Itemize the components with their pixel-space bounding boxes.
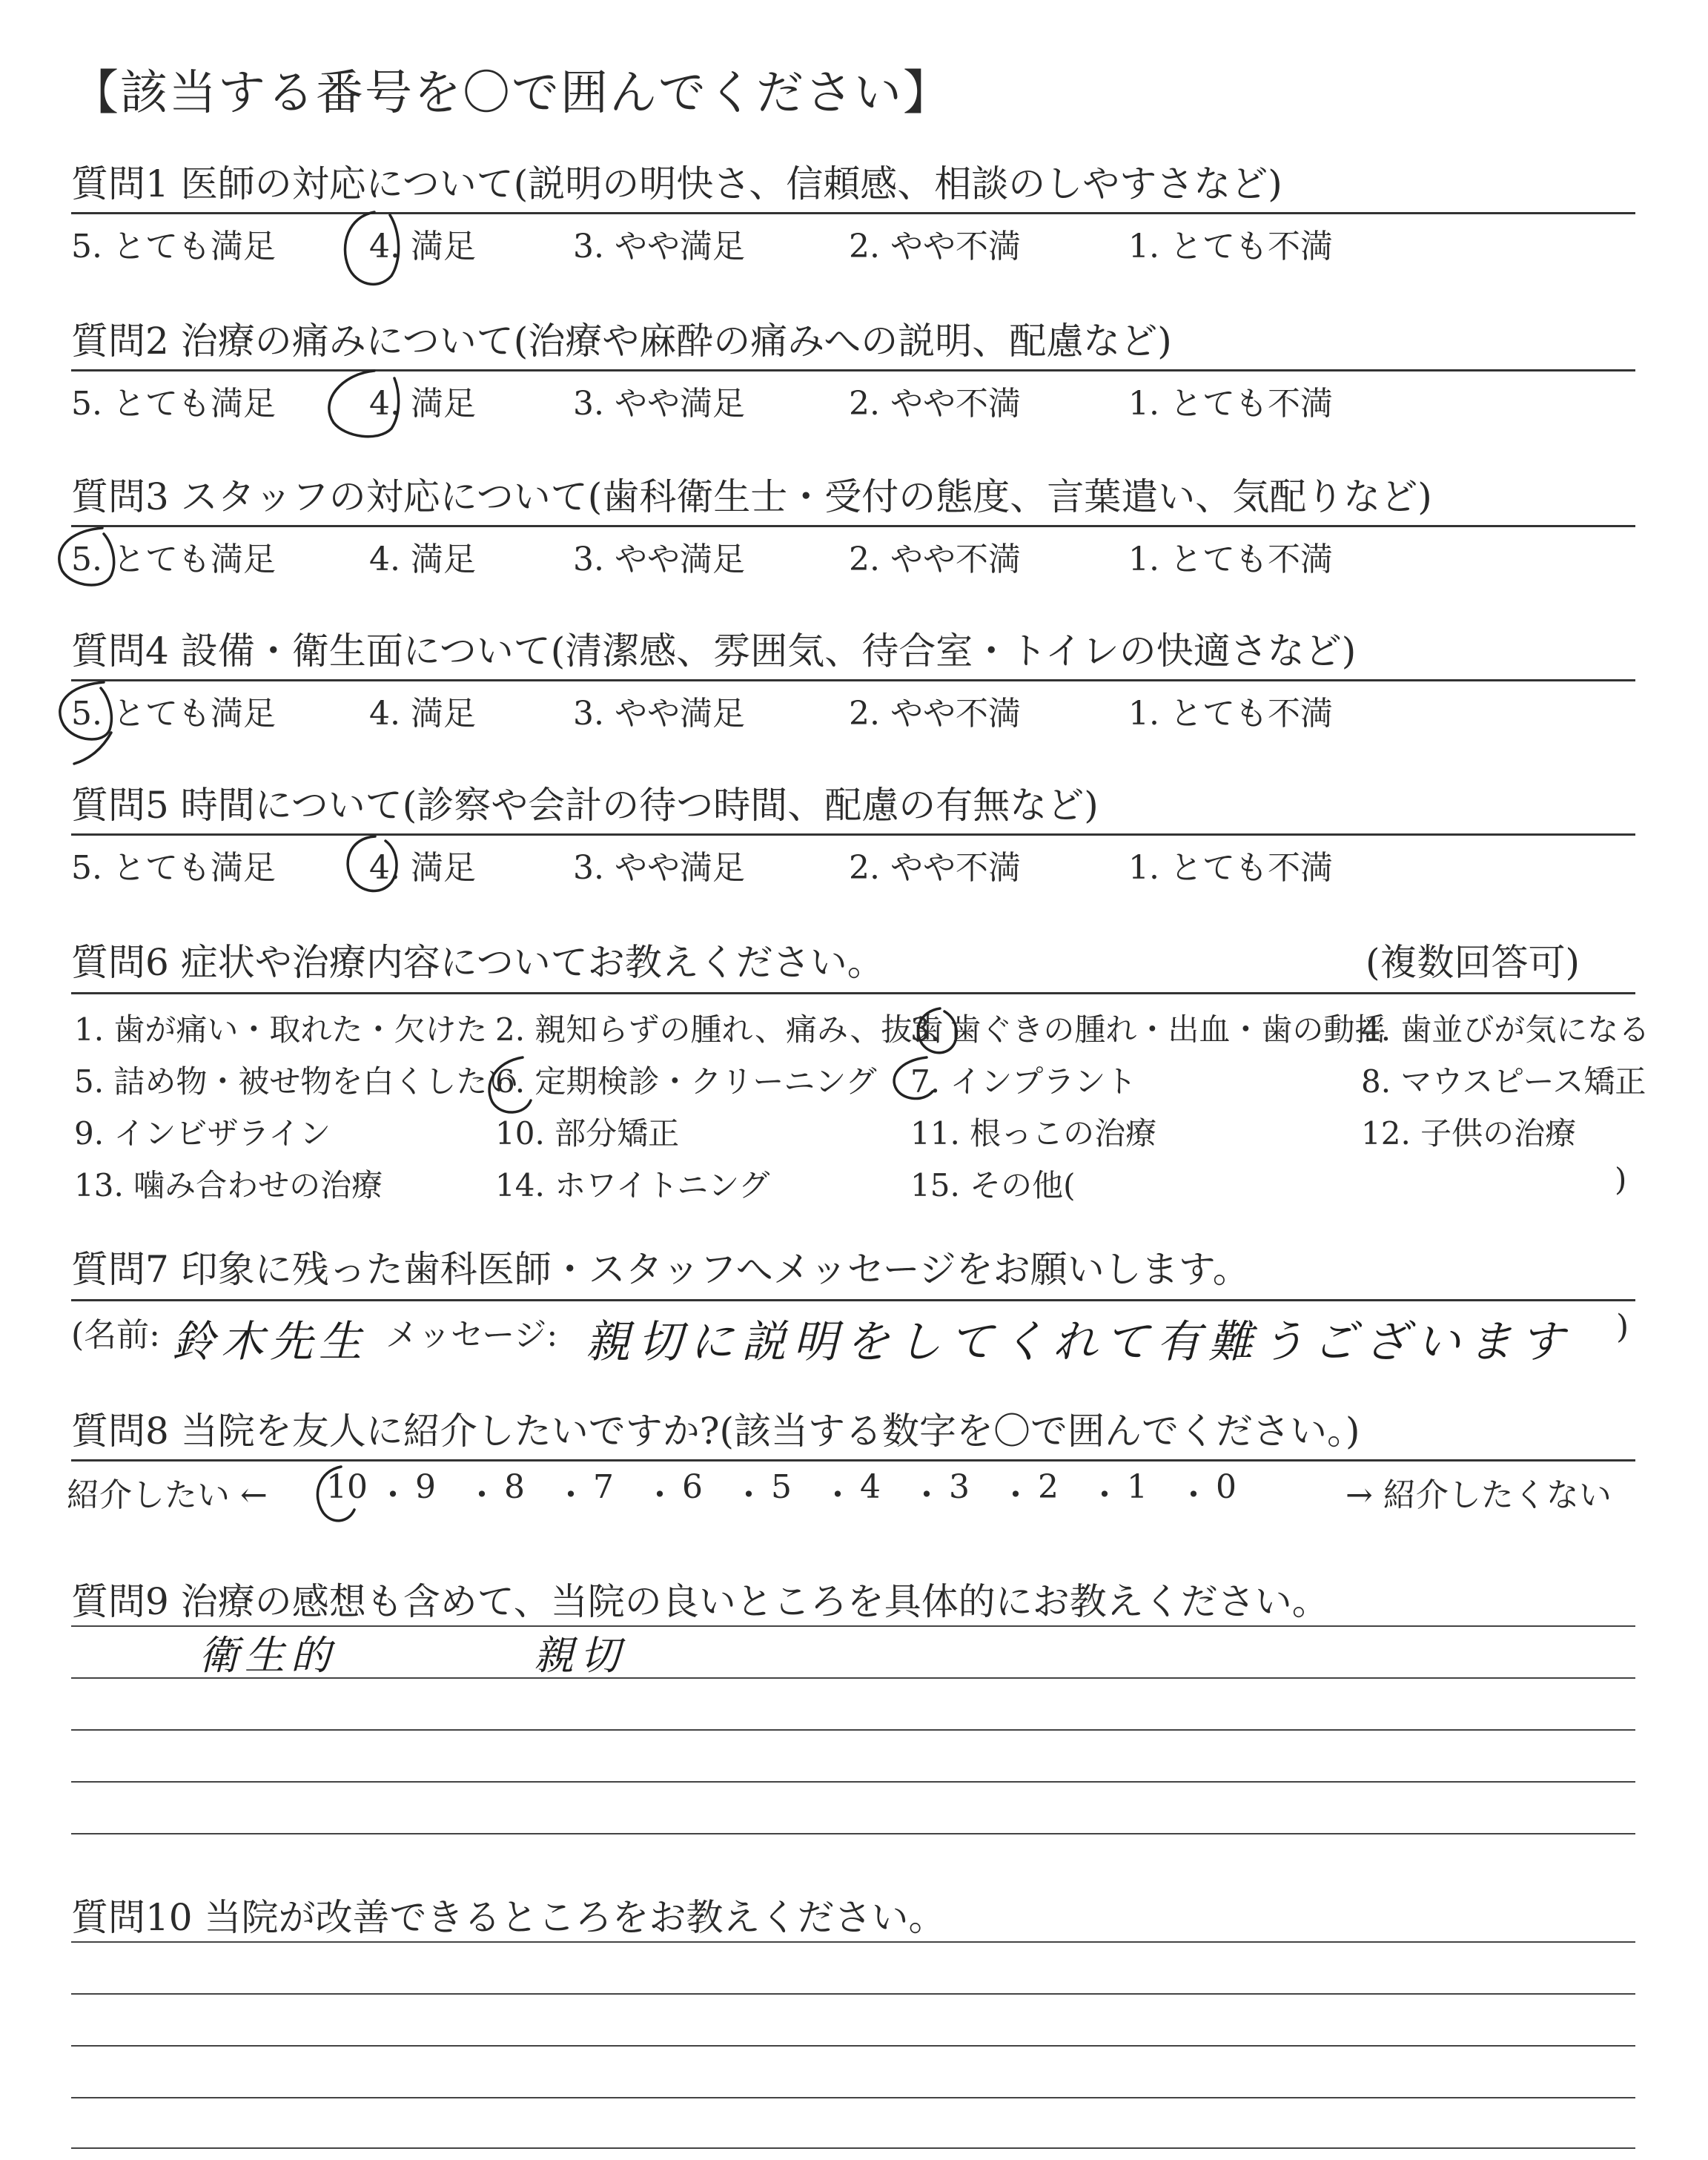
q8-scale-10[interactable]: 10 <box>326 1468 368 1506</box>
q6-item-8[interactable]: 8. マウスピース矯正 <box>1361 1063 1646 1100</box>
q6-other-close-paren: ) <box>1615 1161 1627 1198</box>
q8-scale-separator: ・ <box>732 1476 765 1514</box>
q2-option-1[interactable]: 1. とても不満 <box>1128 385 1333 423</box>
q3-title: 質問3 スタッフの対応について(歯科衛生士・受付の態度、言葉遣い、気配りなど) <box>71 475 1432 518</box>
q7-title: 質問7 印象に残った歯科医師・スタッフへメッセージをお願いします。 <box>71 1248 1250 1291</box>
form-header: 【該当する番号を〇で囲んでください】 <box>71 66 952 121</box>
q6-item-15[interactable]: 15. その他( <box>910 1167 1076 1203</box>
q7-message-label: メッセージ: <box>385 1316 558 1354</box>
q6-item-5[interactable]: 5. 詰め物・被せ物を白くしたい <box>74 1063 519 1100</box>
q5-title: 質問5 時間について(診察や会計の待つ時間、配慮の有無など) <box>71 784 1099 827</box>
q8-scale-7[interactable]: 7 <box>593 1468 614 1506</box>
q1-option-3[interactable]: 3. やや満足 <box>573 228 745 265</box>
q6-item-9[interactable]: 9. インビザライン <box>74 1115 331 1152</box>
q8-scale-separator: ・ <box>466 1476 498 1514</box>
q8-scale-separator: ・ <box>821 1476 854 1514</box>
q1-rule <box>71 212 1635 214</box>
q5-option-5[interactable]: 5. とても満足 <box>71 849 276 887</box>
q3-option-3[interactable]: 3. やや満足 <box>573 541 745 578</box>
q8-scale-separator: ・ <box>555 1476 587 1514</box>
q5-option-4[interactable]: 4. 満足 <box>369 849 476 887</box>
q6-item-2[interactable]: 2. 親知らずの腫れ、痛み、抜歯 <box>495 1011 944 1048</box>
q8-scale-1[interactable]: 1 <box>1127 1468 1148 1506</box>
q6-item-12[interactable]: 12. 子供の治療 <box>1361 1115 1577 1152</box>
q8-scale-separator: ・ <box>999 1476 1032 1514</box>
q4-title: 質問4 設備・衛生面について(清潔感、雰囲気、待合室・トイレの快適さなど) <box>71 630 1357 673</box>
q8-scale-2[interactable]: 2 <box>1038 1468 1059 1506</box>
q7-name-label: (名前: <box>71 1316 160 1354</box>
q9-answer-2[interactable]: 親切 <box>534 1632 626 1679</box>
q8-scale-9[interactable]: 9 <box>415 1468 436 1506</box>
q6-item-13[interactable]: 13. 噛み合わせの治療 <box>74 1167 383 1203</box>
q6-item-4[interactable]: 4. 歯並びが気になる <box>1361 1011 1650 1048</box>
q6-note: (複数回答可) <box>1366 941 1580 984</box>
q6-rule <box>71 992 1635 994</box>
q10-line-1 <box>71 1941 1635 1943</box>
q8-title: 質問8 当院を友人に紹介したいですか?(該当する数字を〇で囲んでください。) <box>71 1410 1360 1453</box>
q2-rule <box>71 369 1635 371</box>
q7-message-value[interactable]: 親切に説明をしてくれて有難うございます <box>586 1316 1572 1368</box>
q8-scale-5[interactable]: 5 <box>771 1468 792 1506</box>
q8-scale-separator: ・ <box>1088 1476 1121 1514</box>
q6-item-10[interactable]: 10. 部分矯正 <box>495 1115 680 1152</box>
q1-option-2[interactable]: 2. やや不満 <box>849 228 1021 265</box>
q6-item-14[interactable]: 14. ホワイトニング <box>495 1167 770 1203</box>
q2-option-2[interactable]: 2. やや不満 <box>849 385 1021 423</box>
q2-title: 質問2 治療の痛みについて(治療や麻酔の痛みへの説明、配慮など) <box>71 320 1172 363</box>
q8-scale-separator: ・ <box>377 1476 409 1514</box>
q8-left-label: 紹介したい ← <box>67 1476 268 1514</box>
q7-close-paren: ) <box>1616 1308 1629 1346</box>
q3-rule <box>71 525 1635 527</box>
q6-item-3[interactable]: 3. 歯ぐきの腫れ・出血・歯の動揺 <box>910 1011 1386 1048</box>
q6-item-11[interactable]: 11. 根っこの治療 <box>910 1115 1157 1152</box>
q6-item-6[interactable]: 6. 定期検診・クリーニング <box>495 1063 877 1100</box>
q2-option-3[interactable]: 3. やや満足 <box>573 385 745 423</box>
q9-line-3 <box>71 1729 1635 1731</box>
q8-scale-3[interactable]: 3 <box>949 1468 970 1506</box>
q1-option-5[interactable]: 5. とても満足 <box>71 228 276 265</box>
q10-line-4 <box>71 2097 1635 2098</box>
q10-line-5 <box>71 2147 1635 2149</box>
q5-rule <box>71 833 1635 836</box>
q8-scale-separator: ・ <box>643 1476 676 1514</box>
q8-rule <box>71 1459 1635 1462</box>
q4-option-3[interactable]: 3. やや満足 <box>573 695 745 733</box>
q8-scale-6[interactable]: 6 <box>682 1468 703 1506</box>
q9-line-4 <box>71 1781 1635 1783</box>
q9-answer-1[interactable]: 衛生的 <box>199 1632 337 1679</box>
q4-option-1[interactable]: 1. とても不満 <box>1128 695 1333 733</box>
q6-title: 質問6 症状や治療内容についてお教えください。 <box>71 941 884 984</box>
q1-title: 質問1 医師の対応について(説明の明快さ、信頼感、相談のしやすさなど) <box>71 162 1282 205</box>
q4-option-4[interactable]: 4. 満足 <box>369 695 476 733</box>
q10-title: 質問10 当院が改善できるところをお教えください。 <box>71 1896 946 1939</box>
q1-option-1[interactable]: 1. とても不満 <box>1128 228 1333 265</box>
q8-scale-separator: ・ <box>910 1476 943 1514</box>
q4-rule <box>71 679 1635 681</box>
q9-line-5 <box>71 1833 1635 1834</box>
q10-line-2 <box>71 1993 1635 1995</box>
q3-option-4[interactable]: 4. 満足 <box>369 541 476 578</box>
q10-line-3 <box>71 2045 1635 2047</box>
q8-right-label: → 紹介したくない <box>1345 1476 1612 1514</box>
q6-item-1[interactable]: 1. 歯が痛い・取れた・欠けた <box>74 1011 488 1048</box>
q3-option-2[interactable]: 2. やや不満 <box>849 541 1021 578</box>
q8-scale-0[interactable]: 0 <box>1216 1468 1237 1506</box>
q3-option-1[interactable]: 1. とても不満 <box>1128 541 1333 578</box>
q7-rule <box>71 1299 1635 1301</box>
q4-option-5[interactable]: 5. とても満足 <box>71 695 276 733</box>
q8-scale-4[interactable]: 4 <box>860 1468 881 1506</box>
q8-scale-8[interactable]: 8 <box>504 1468 525 1506</box>
q7-name-value[interactable]: 鈴木先生 <box>172 1316 368 1367</box>
q6-item-7[interactable]: 7. インプラント <box>910 1063 1137 1100</box>
q9-title: 質問9 治療の感想も含めて、当院の良いところを具体的にお教えください。 <box>71 1580 1329 1623</box>
q9-line-2 <box>71 1677 1635 1679</box>
q2-option-5[interactable]: 5. とても満足 <box>71 385 276 423</box>
q4-option-2[interactable]: 2. やや不満 <box>849 695 1021 733</box>
q2-option-4[interactable]: 4. 満足 <box>369 385 476 423</box>
q8-scale-separator: ・ <box>1177 1476 1210 1514</box>
q5-option-1[interactable]: 1. とても不満 <box>1128 849 1333 887</box>
q5-option-3[interactable]: 3. やや満足 <box>573 849 745 887</box>
q1-option-4[interactable]: 4. 満足 <box>369 228 476 265</box>
q5-option-2[interactable]: 2. やや不満 <box>849 849 1021 887</box>
q3-option-5[interactable]: 5. とても満足 <box>71 541 276 578</box>
